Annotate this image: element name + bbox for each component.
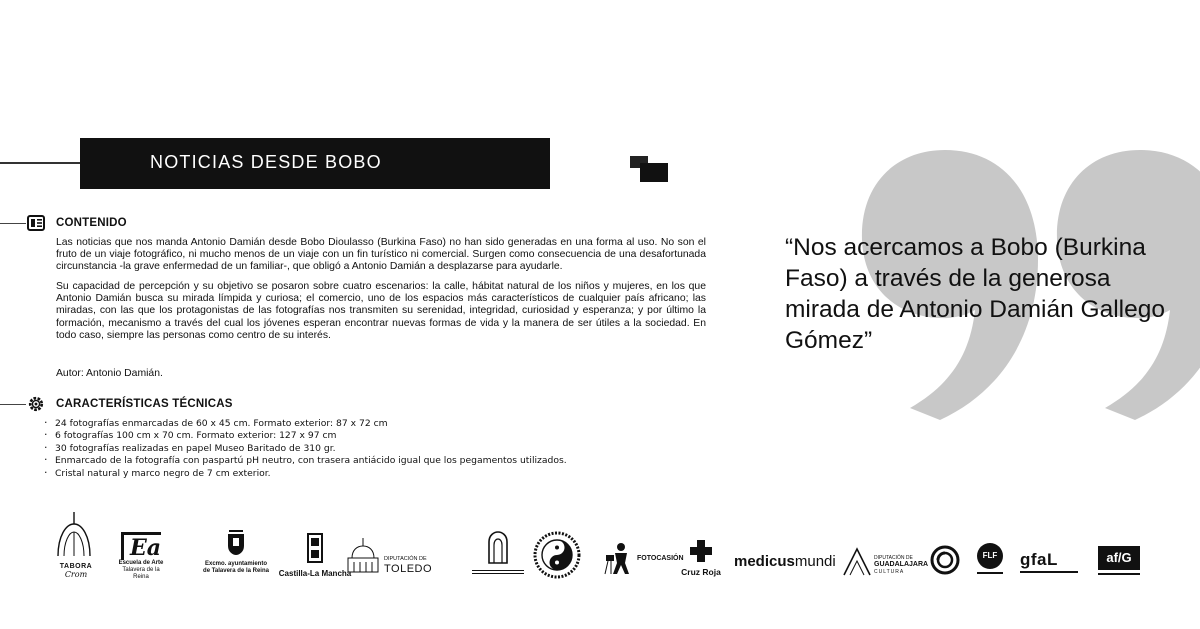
mountain-icon bbox=[842, 545, 872, 577]
news-icon bbox=[27, 215, 45, 231]
logo-fotocasion: FOTOCASIÓN bbox=[603, 541, 675, 577]
castle-icon bbox=[306, 532, 324, 564]
list-item: · 6 fotografías 100 cm x 70 cm. Formato exterior: 127 x 97 cm bbox=[44, 430, 664, 442]
logo-medicus-mundi: medicusmundi bbox=[734, 553, 836, 570]
cross-icon bbox=[690, 540, 712, 562]
pull-quote: “Nos acercamos a Bobo (Burkina Faso) a través de la generosa mirada de Antonio Damián Gallego Gómez” bbox=[785, 234, 1165, 354]
tabora-dome-icon bbox=[52, 510, 100, 558]
logo-castilla-la-mancha: Castilla-La Mancha bbox=[278, 532, 352, 582]
contenido-paragraph-2: Su capacidad de percepción y su objetivo se posaron sobre cuatro escenarios: la calle, hábitat natural de los niños y mujeres, en los que Antonio Damián busca su mirada límpida y curiosa; el comercio, uno de los espacios más característicos de cualquier país africano; las miradas, con las que los protagonistas de las fotografías nos transmiten su serenidad, integridad, curiosidad y esperanza; y por último la formación, mecanismo a través del cual los jóvenes esperan encontrar nuevas formas de vida y la manera de ser útiles a la sociedad. En todo caso, siempre las personas como centro de su interés. bbox=[56, 281, 706, 341]
author-line: Autor: Antonio Damián. bbox=[56, 368, 163, 379]
header-rule bbox=[0, 162, 80, 164]
list-item: · 30 fotografías realizadas en papel Museo Baritado de 310 gr. bbox=[44, 443, 664, 455]
contenido-heading: CONTENIDO bbox=[56, 217, 127, 229]
camera-aperture-icon bbox=[930, 545, 960, 575]
section-rule bbox=[0, 404, 26, 405]
list-item: · 24 fotografías enmarcadas de 60 x 45 cm. Formato exterior: 87 x 72 cm bbox=[44, 418, 664, 430]
gear-icon bbox=[27, 396, 45, 412]
logo-organismo-cultura bbox=[470, 530, 526, 578]
list-item: · Cristal natural y marco negro de 7 cm exterior. bbox=[44, 468, 664, 480]
logo-ayuntamiento: Excmo. ayuntamiento de Talavera de la Reina bbox=[200, 526, 272, 582]
logo-guadalajara: DIPUTACIÓN DE GUADALAJARA CULTURA bbox=[842, 545, 924, 579]
logo-tabora: TABORA Crom bbox=[52, 510, 100, 580]
photographer-icon bbox=[603, 541, 635, 575]
logo-diputacion-toledo: DIPUTACIÓN DE TOLEDO bbox=[346, 538, 436, 582]
building-icon bbox=[346, 538, 380, 574]
coat-of-arms-icon bbox=[225, 526, 247, 556]
decor-square-large bbox=[640, 163, 668, 182]
list-item: · Enmarcado de la fotografía con paspartú pH neutro, con trasera antiácido igual que los pegamentos utilizados. bbox=[44, 455, 664, 467]
arch-icon bbox=[486, 530, 510, 564]
section-rule bbox=[0, 223, 26, 224]
tech-list bbox=[44, 418, 664, 480]
logo-escuela-arte: Ea Escuela de Arte Talavera de la Reina bbox=[115, 532, 167, 582]
logo-afg: af/G bbox=[1098, 546, 1142, 578]
page-title: NOTICIAS DESDE BOBO bbox=[150, 152, 382, 172]
yin-yang-icon bbox=[533, 531, 581, 579]
logo-cruz-roja: Cruz Roja bbox=[680, 540, 722, 580]
tecnicas-heading: CARACTERÍSTICAS TÉCNICAS bbox=[56, 398, 233, 410]
logo-flf: FLF bbox=[974, 543, 1006, 581]
contenido-body bbox=[56, 237, 706, 350]
contenido-paragraph-1: Las noticias que nos manda Antonio Damián desde Bobo Dioulasso (Burkina Faso) no han sido generadas en una forma al uso. No son el fruto de un viaje fotográfico, ni mucho menos de un viaje con un fin turístico ni comercial. Surgen como consecuencia de una desafortunada circunstancia -la grave enfermedad de un familiar-, que obligó a Antonio Damián a desplazarse para ayudarle. bbox=[56, 237, 706, 273]
logo-gfal: gfaL bbox=[1020, 550, 1082, 580]
